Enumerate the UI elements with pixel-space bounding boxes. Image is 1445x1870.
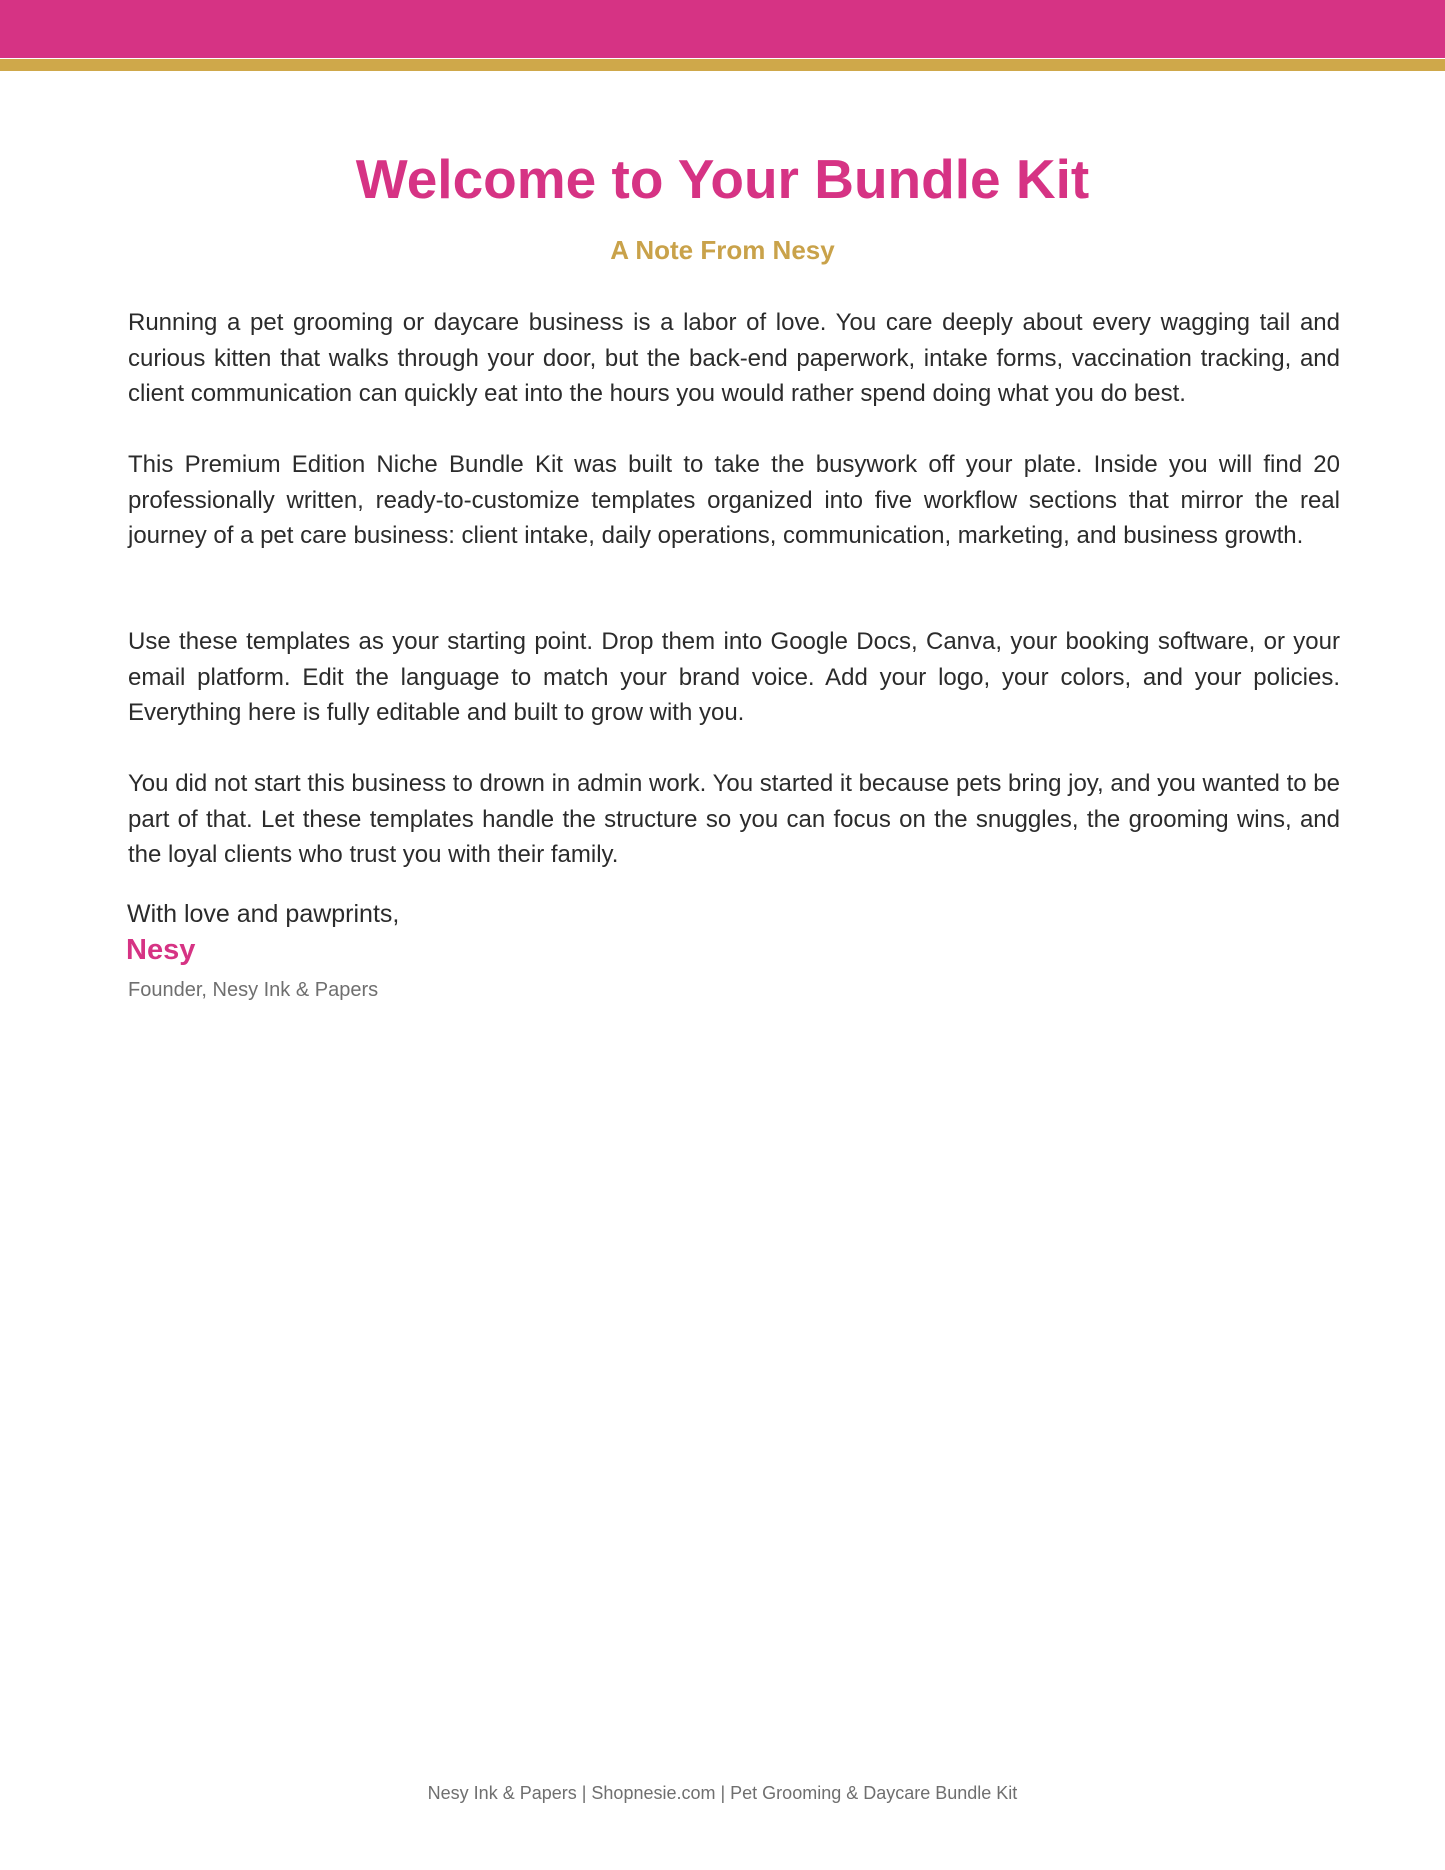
header-gold-rule: [0, 59, 1445, 71]
page-footer: Nesy Ink & Papers | Shopnesie.com | Pet Grooming & Daycare Bundle Kit: [427, 1783, 1018, 1803]
signature-title: Founder, Nesy Ink & Papers: [128, 979, 379, 1001]
closing-line: With love and pawprints,: [127, 900, 400, 928]
body-paragraph-2: This Premium Edition Niche Bundle Kit was built to take the busywork off your plate. Inside you will find 20 professionally written, ready-to-customize templates organized into five workflow sections that mirror the real journey of a pet care business: client intake, daily operations, communication, marketing, and business growth.: [128, 451, 1340, 549]
header-color-band: [0, 0, 1445, 58]
page-title: Welcome to Your Bundle Kit: [355, 148, 1090, 210]
signature-name: Nesy: [126, 934, 196, 966]
body-paragraph-3: Use these templates as your starting point. Drop them into Google Docs, Canva, your booking software, or your email platform. Edit the language to match your brand voice. Add your logo, your colors, and your policies. Everything here is fully editable and built to grow with you.: [128, 628, 1340, 726]
page-subtitle: A Note From Nesy: [610, 235, 835, 265]
body-paragraph-4: You did not start this business to drown in admin work. You started it because pets bring joy, and you wanted to be part of that. Let these templates handle the structure so you can focus on the snuggles, the grooming wins, and the loyal clients who trust you with their family.: [128, 770, 1340, 868]
body-paragraph-1: Running a pet grooming or daycare business is a labor of love. You care deeply about every wagging tail and curious kitten that walks through your door, but the back-end paperwork, intake forms, vaccination tracking, and client communication can quickly eat into the hours you would rather spend doing what you do best.: [128, 309, 1340, 407]
